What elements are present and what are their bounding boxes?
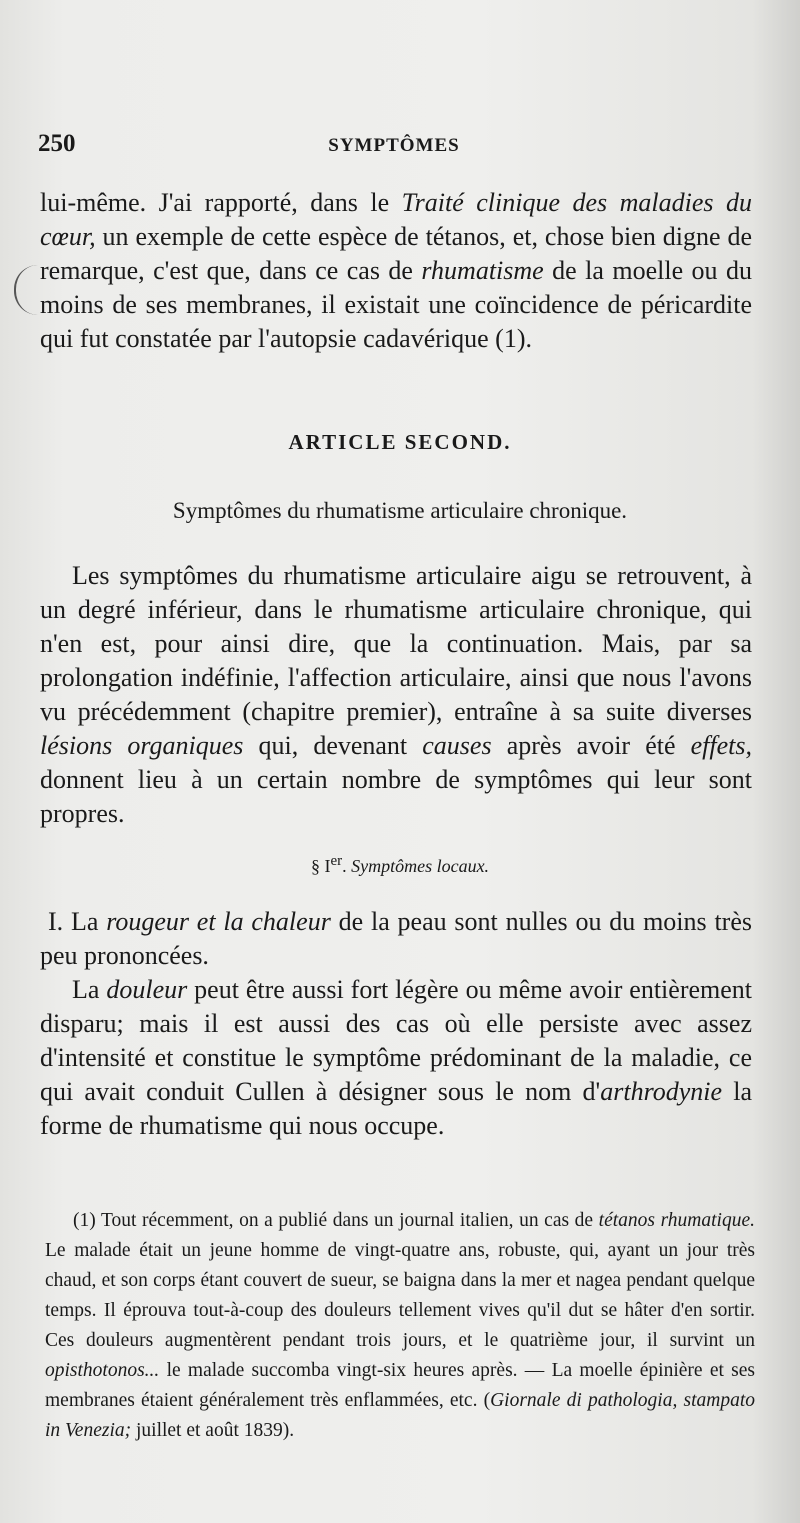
italic-term: tétanos rhumatique. xyxy=(598,1210,755,1231)
text-run: le malade succomba vingt-six heures après. — La moelle épinière et ses membranes étaient généralement très enflammées, etc. ( xyxy=(45,1360,755,1411)
italic-term: causes xyxy=(422,731,492,760)
italic-term: effets, xyxy=(690,731,752,760)
footnote-paragraph xyxy=(45,1206,755,1446)
section-heading xyxy=(0,853,800,877)
paragraph-intro xyxy=(40,559,752,831)
margin-annotation-mark xyxy=(14,265,38,315)
section-dot: . xyxy=(342,856,352,876)
paragraph-continuation xyxy=(40,186,752,356)
section-title: Symptômes locaux. xyxy=(351,856,490,876)
section-prefix: § I xyxy=(310,856,331,876)
italic-citation: Giornale di pathologia, stampato in Venezia; xyxy=(45,1390,755,1441)
paragraph xyxy=(40,905,752,973)
text-run: donnent lieu à un certain nombre de symptômes qui leur sont propres. xyxy=(40,765,752,828)
italic-term: arthrodynie xyxy=(600,1077,723,1106)
article-subheading: Symptômes du rhumatisme articulaire chronique. xyxy=(172,498,628,523)
page-number: 250 xyxy=(38,130,76,157)
text-run: de la peau sont nulles ou du moins très peu prononcées. xyxy=(40,907,752,970)
text-run: Les symptômes du rhumatisme articulaire aigu se retrouvent, à un degré inférieur, dans le rhumatisme articulaire chronique, qui n'en est, pour ainsi dire, que la continuation. Mais, par sa prolongation indéfinie, l'affection articulaire, ainsi que nous l'avons vu précédemment (chapitre premier), entraîne à sa suite diverses xyxy=(40,561,752,726)
italic-term: lésions organiques xyxy=(40,731,244,760)
section-body xyxy=(40,905,752,1143)
text-run: qui, devenant xyxy=(243,731,423,760)
text-run: de la moelle ou du moins de ses membranes, il existait une coïncidence de péricardite qui fut constatée par l'autopsie cadavérique (1). xyxy=(40,256,752,353)
page-header xyxy=(38,130,750,162)
running-head: SYMPTÔMES xyxy=(328,135,460,156)
text-run: Le malade était un jeune homme de vingt-quatre ans, robuste, qui, ayant un jour très chaud, et son corps étant couvert de sueur, se baigna dans la mer et nagea pendant quelque temps. Il éprouva tout-à-coup des douleurs tellement vives qu'il dut se hâter d'en sortir. Ces douleurs augmentèrent pendant trois jours, et le quatrième jour, il survint un xyxy=(45,1240,755,1351)
section-superscript: er xyxy=(330,853,343,869)
article-heading: ARTICLE SECOND. xyxy=(288,430,512,454)
text-run: juillet et août 1839). xyxy=(131,1420,295,1441)
text-run: un exemple de cette espèce de tétanos, et, chose bien digne de remarque, c'est que, dans ce cas de xyxy=(40,222,752,285)
text-run: La xyxy=(72,975,107,1004)
italic-book-title: Traité clinique des maladies du cœur, xyxy=(40,188,753,251)
italic-term: opisthotonos... xyxy=(45,1360,160,1381)
text-run: lui-même. J'ai rapporté, dans le xyxy=(40,188,402,217)
paragraph xyxy=(40,973,752,1143)
text-run: (1) Tout récemment, on a publié dans un journal italien, un cas de xyxy=(73,1210,599,1231)
footnote xyxy=(45,1206,755,1446)
text-run: après avoir été xyxy=(491,731,691,760)
italic-term: douleur xyxy=(106,975,188,1004)
italic-term: rougeur et la chaleur xyxy=(106,907,331,936)
text-run: la forme de rhumatisme qui nous occupe. xyxy=(40,1077,752,1140)
text-run: peut être aussi fort légère ou même avoir entièrement disparu; mais il est aussi des cas où elle persiste avec assez d'intensité et constitue le symptôme prédominant de la maladie, ce qui avait conduit Cullen à désigner sous le nom d' xyxy=(40,975,753,1106)
italic-term: rhumatisme xyxy=(421,256,544,285)
text-run: I. La xyxy=(48,907,107,936)
paragraph xyxy=(40,559,752,831)
